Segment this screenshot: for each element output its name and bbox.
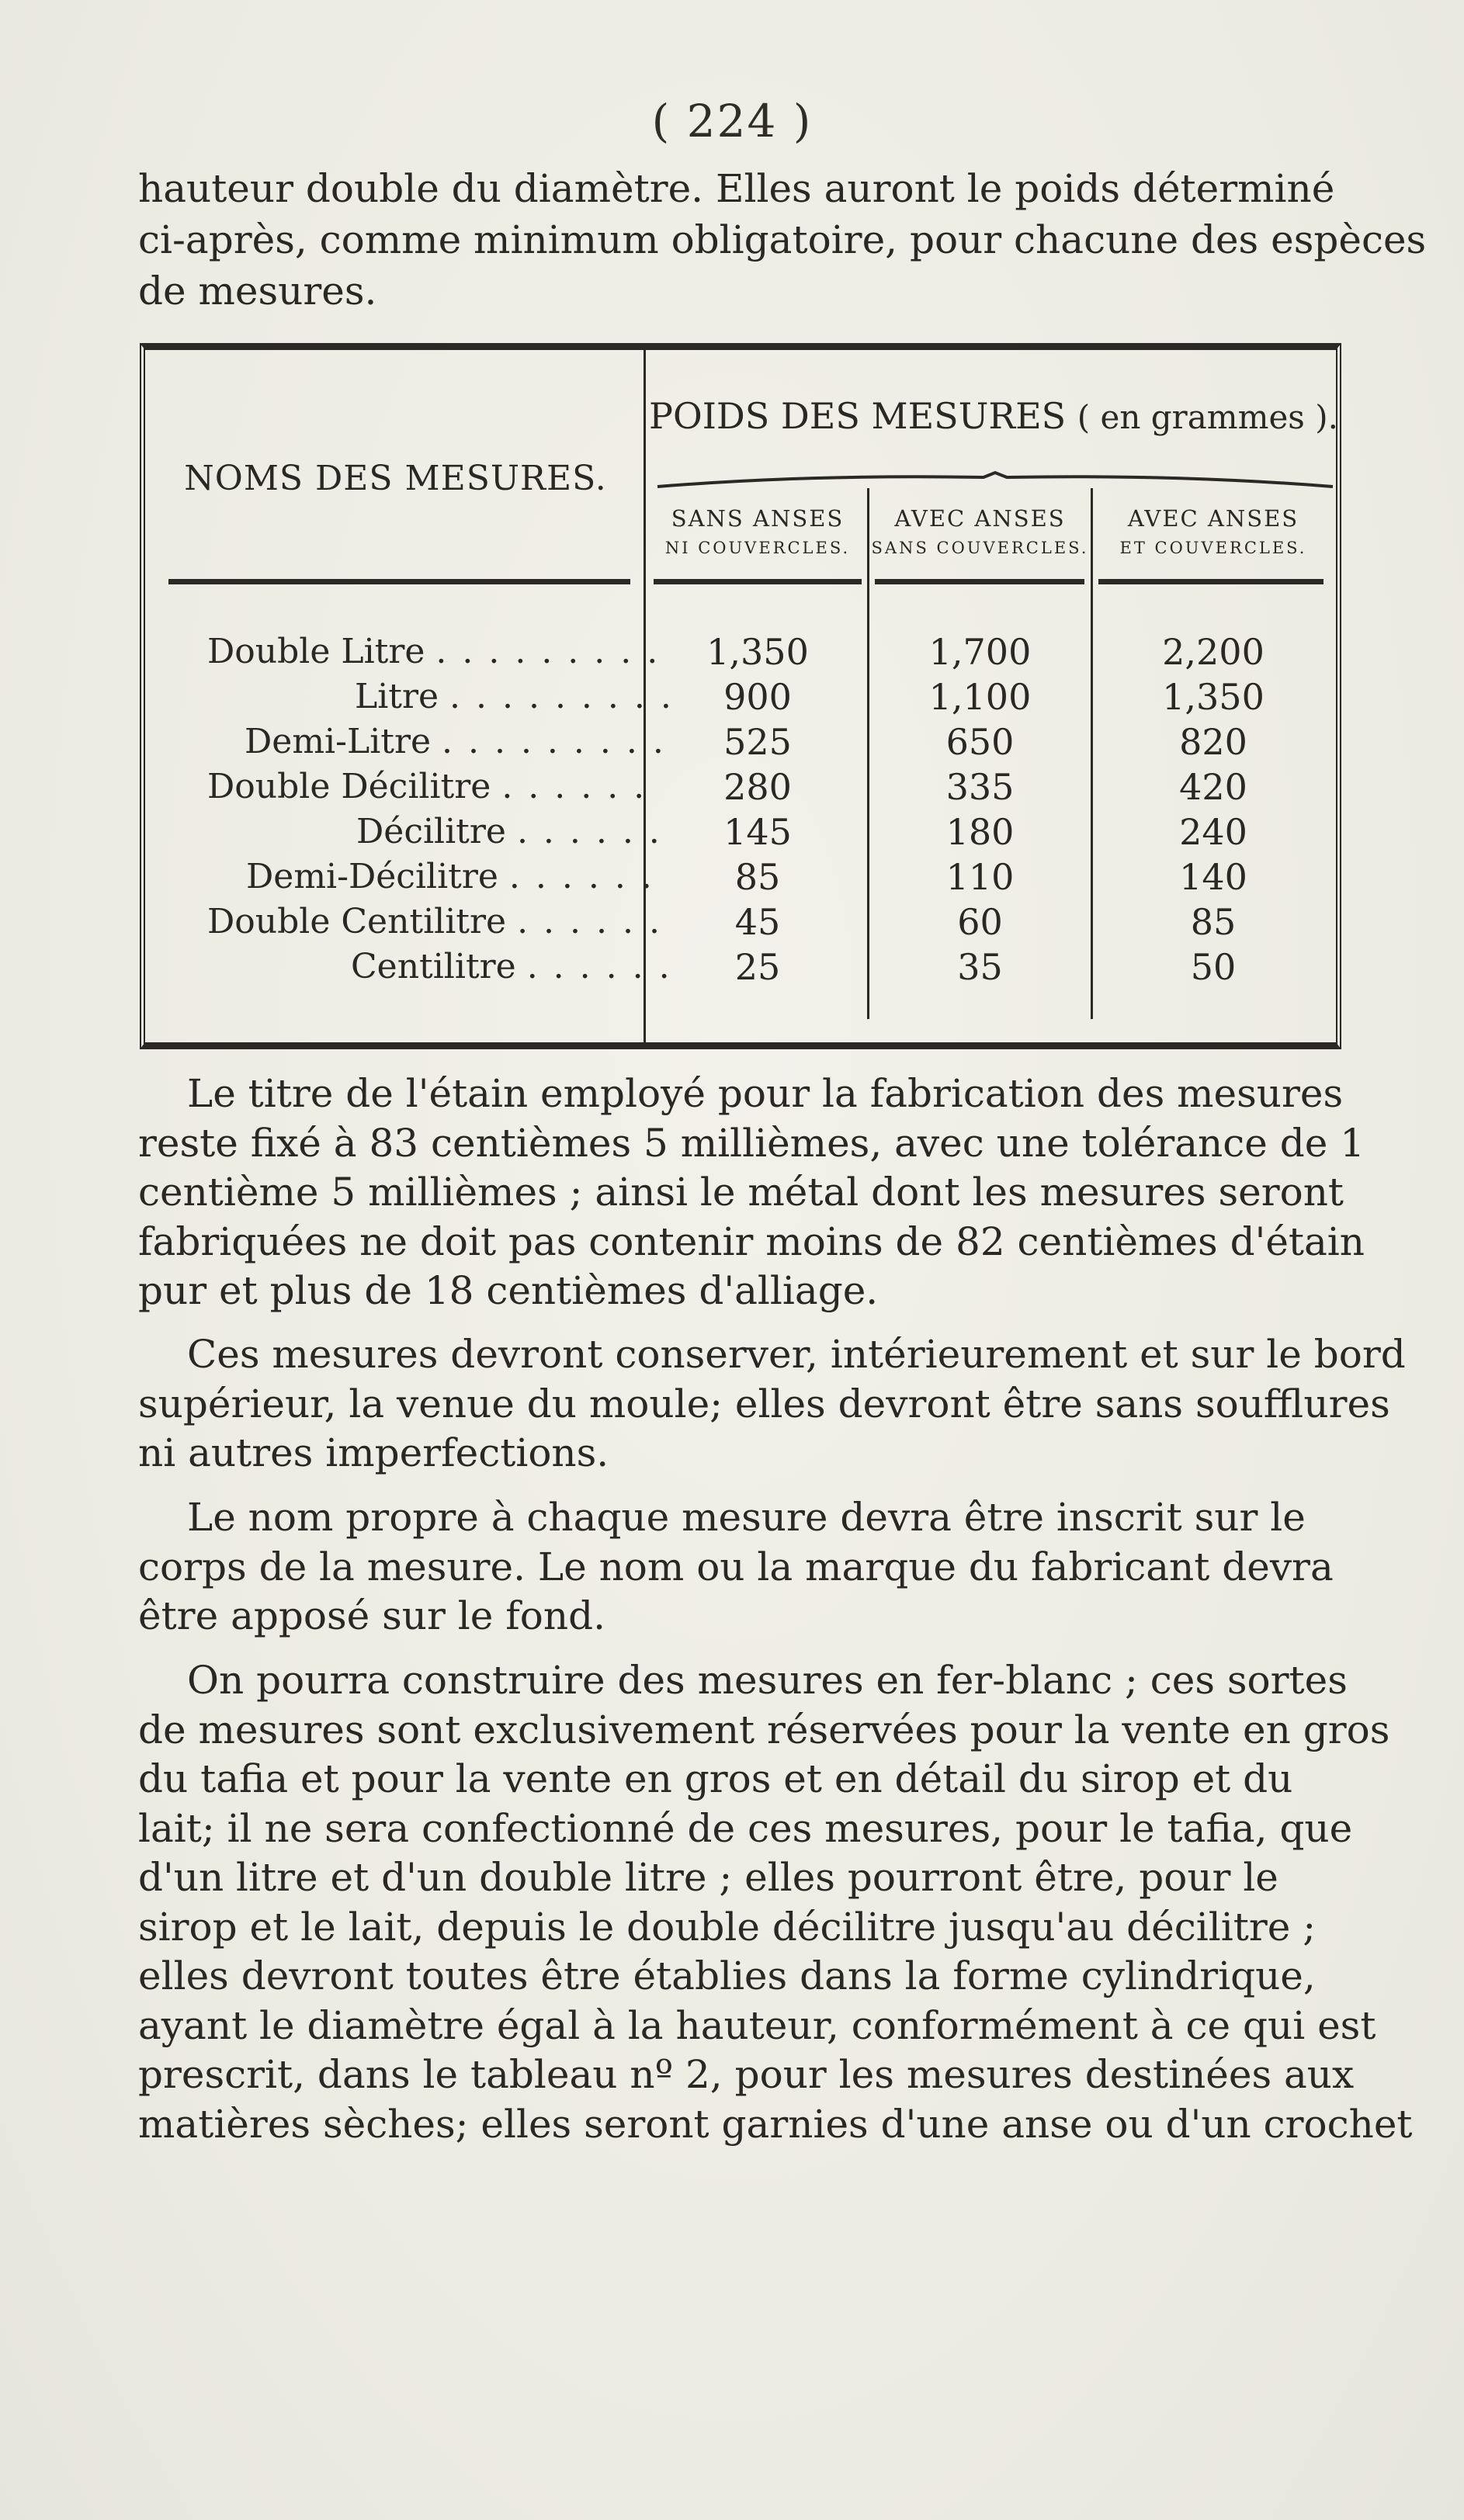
column-header-1 <box>648 504 867 563</box>
weights-table <box>140 343 1341 1049</box>
measure-name: Double Décilitre . . . . . . <box>207 767 647 806</box>
measure-name: Demi-Litre . . . . . . . . . <box>245 722 666 761</box>
value-avec-anses: 110 <box>945 856 1015 898</box>
paragraph-fer-blanc <box>138 1656 1413 2149</box>
value-sans-anses: 525 <box>723 721 792 763</box>
value-avec-couvercles: 140 <box>1179 856 1247 898</box>
measure-name: Double Centilitre . . . . . . <box>207 902 662 941</box>
page-number: ( 224 ) <box>651 95 813 147</box>
text-line: supérieur, la venue du moule; elles devront être sans soufflures <box>138 1381 1390 1426</box>
measure-name: Litre . . . . . . . . . <box>355 677 674 716</box>
text-line: hauteur double du diamètre. Elles auront le poids déterminé <box>138 166 1335 211</box>
measure-name: Centilitre . . . . . . <box>351 947 672 986</box>
text-line: ni autres imperfections. <box>138 1430 609 1475</box>
text-line: Le nom propre à chaque mesure devra être inscrit sur le <box>187 1495 1306 1540</box>
text-line: pur et plus de 18 centièmes d'alliage. <box>138 1268 879 1313</box>
text-line: corps de la mesure. Le nom ou la marque du fabricant devra <box>138 1544 1334 1589</box>
value-sans-anses: 900 <box>723 676 792 718</box>
text-line: du tafia et pour la vente en gros et en détail du sirop et du <box>138 1756 1293 1801</box>
value-avec-anses: 650 <box>945 721 1015 763</box>
paragraph-nom-propre <box>138 1493 1345 1641</box>
measure-name: Décilitre . . . . . . <box>356 812 662 851</box>
column-header-line1: SANS ANSES <box>671 505 845 532</box>
column-header-line1: AVEC ANSES <box>894 505 1066 532</box>
value-avec-couvercles: 240 <box>1179 811 1247 853</box>
text-line: centième 5 millièmes ; ainsi le métal dont les mesures seront <box>138 1170 1344 1215</box>
value-sans-anses: 85 <box>734 856 781 898</box>
value-avec-anses: 35 <box>957 946 1003 988</box>
intro-paragraph <box>138 163 1427 317</box>
paragraph-titre-etain <box>138 1069 1365 1316</box>
column-header-line2: SANS COUVERCLES. <box>871 539 1089 557</box>
table-row <box>145 854 1336 900</box>
text-line: ayant le diamètre égal à la hauteur, conformément à ce qui est <box>138 2002 1376 2048</box>
text-line: reste fixé à 83 centièmes 5 millièmes, avec une tolérance de 1 <box>138 1120 1365 1166</box>
text-line: ci-après, comme minimum obligatoire, pour chacune des espèces <box>138 217 1427 262</box>
header-rule <box>1098 579 1323 584</box>
table-row <box>145 629 1336 674</box>
column-header-line2: ET COUVERCLES. <box>1119 539 1307 557</box>
header-rule <box>654 579 862 584</box>
value-sans-anses: 45 <box>734 901 781 943</box>
value-avec-couvercles: 50 <box>1190 946 1237 988</box>
text-line: de mesures. <box>138 269 377 314</box>
text-line: de mesures sont exclusivement réservées pour la vente en gros <box>138 1707 1390 1752</box>
table-row <box>145 900 1336 945</box>
table-row <box>145 674 1336 719</box>
column-header-line2: NI COUVERCLES. <box>664 539 851 557</box>
header-brace <box>657 473 1333 488</box>
value-avec-anses: 335 <box>945 766 1015 808</box>
value-avec-anses: 1,100 <box>928 676 1032 718</box>
value-sans-anses: 25 <box>734 946 781 988</box>
text-line: elles devront toutes être établies dans la forme cylindrique, <box>138 1953 1316 1998</box>
value-avec-anses: 60 <box>957 901 1003 943</box>
text-line: sirop et le lait, depuis le double décilitre jusqu'au décilitre ; <box>138 1904 1317 1950</box>
text-line: prescrit, dans le tableau nº 2, pour les mesures destinées aux <box>138 2052 1355 2097</box>
text-line: Le titre de l'étain employé pour la fabrication des mesures <box>187 1071 1344 1116</box>
value-avec-couvercles: 820 <box>1179 721 1247 763</box>
column-header-3 <box>1093 504 1334 563</box>
text-line: On pourra construire des mesures en fer-blanc ; ces sortes <box>187 1658 1348 1703</box>
text-line: d'un litre et d'un double litre ; elles pourront être, pour le <box>138 1855 1278 1900</box>
paragraph-conservation <box>138 1330 1406 1478</box>
value-sans-anses: 1,350 <box>706 631 809 673</box>
value-avec-couvercles: 85 <box>1190 901 1237 943</box>
text-line: lait; il ne sera confectionné de ces mesures, pour le tafia, que <box>138 1805 1353 1851</box>
column-header-line1: AVEC ANSES <box>1127 505 1299 532</box>
value-avec-anses: 1,700 <box>928 631 1032 673</box>
table-row <box>145 719 1336 764</box>
header-rule <box>168 579 630 584</box>
column-header-2 <box>869 504 1091 563</box>
value-avec-anses: 180 <box>945 811 1015 853</box>
table-row <box>145 809 1336 854</box>
text-line: Ces mesures devront conserver, intérieurement et sur le bord <box>187 1332 1406 1377</box>
table-row <box>145 945 1336 990</box>
group-header-main: POIDS DES MESURES <box>649 395 1067 437</box>
group-header-unit: ( en grammes ). <box>1077 398 1338 436</box>
names-header: NOMS DES MESURES. <box>184 459 607 498</box>
value-avec-couvercles: 420 <box>1179 766 1247 808</box>
text-line: être apposé sur le fond. <box>138 1593 605 1638</box>
value-avec-couvercles: 1,350 <box>1162 676 1265 718</box>
text-line: matières sèches; elles seront garnies d'une anse ou d'un crochet <box>138 2101 1413 2147</box>
measure-name: Double Litre . . . . . . . . . <box>207 632 661 671</box>
value-sans-anses: 280 <box>723 766 792 808</box>
text-line: fabriquées ne doit pas contenir moins de 82 centièmes d'étain <box>138 1218 1365 1264</box>
group-header <box>648 395 1339 437</box>
table-row <box>145 764 1336 809</box>
measure-name: Demi-Décilitre . . . . . . <box>246 857 654 896</box>
value-avec-couvercles: 2,200 <box>1162 631 1265 673</box>
header-rule <box>875 579 1084 584</box>
value-sans-anses: 145 <box>723 811 792 853</box>
